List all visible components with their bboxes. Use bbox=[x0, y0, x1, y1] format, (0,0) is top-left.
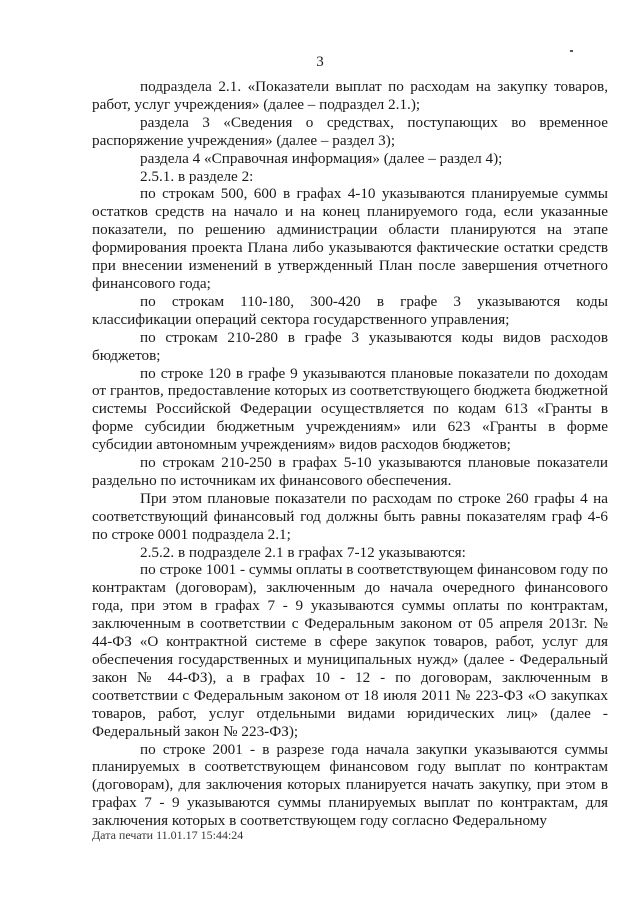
paragraph: по строке 2001 - в разрезе года начала закупки указываются суммы планируемых в соответствующем финансовом году выплат по контрактам (договорам), для заключения которых планируется начать закупку, при этом в графах 7 - 9 указываются суммы планируемых выплат по контрактам, для заключения которых в соответствующем году согласно Федеральному bbox=[92, 740, 608, 830]
paragraph: по строке 1001 - суммы оплаты в соответствующем финансовом году по контрактам (договорам), заключенным до начала очередного финансового года, при этом в графах 7 - 9 указываются суммы оплаты по контрактам, заключенным в соответствии с Федеральным законом от 05 апреля 2013г. № 44-ФЗ «О контрактной системе в сфере закупок товаров, работ, услуг для обеспечения государственных и муниципальных нужд» (далее - Федеральный закон № 44-ФЗ), а в графах 10 - 12 - по договорам, заключенным в соответствии с Федеральным законом от 18 июля 2011 № 223-ФЗ «О закупках товаров, работ, услуг отдельными видами юридических лиц» (далее - Федеральный закон № 223-ФЗ); bbox=[92, 561, 608, 740]
paragraph: по строкам 110-180, 300-420 в графе 3 указываются коды классификации операций сектора государственного управления; bbox=[92, 292, 608, 328]
paragraph: раздела 4 «Справочная информация» (далее – раздел 4); bbox=[140, 149, 503, 167]
paragraph: раздела 3 «Сведения о средствах, поступающих во временное распоряжение учреждения» (далее – раздел 3); bbox=[92, 113, 608, 149]
paragraph: по строкам 210-250 в графах 5-10 указываются плановые показатели раздельно по источникам их финансового обеспечения. bbox=[92, 454, 608, 489]
page-number: 3 bbox=[316, 54, 324, 70]
paragraph: подраздела 2.1. «Показатели выплат по расходам на закупку товаров, работ, услуг учреждения» (далее – подраздел 2.1.); bbox=[92, 78, 608, 113]
paragraph: по строке 120 в графе 9 указываются плановые показатели по доходам от грантов, предоставление которых из соответствующего бюджета бюджетной системы Российской Федерации осуществляется по кодам 613 «Гранты в форме субсидии бюджетным учреждениям» или 623 «Гранты в форме субсидии автономным учреждениям» видов расходов бюджетов; bbox=[92, 364, 608, 454]
document-body bbox=[92, 78, 608, 830]
scan-speck bbox=[570, 50, 573, 52]
paragraph: по строкам 210-280 в графе 3 указываются коды видов расходов бюджетов; bbox=[92, 328, 608, 364]
paragraph: 2.5.2. в подразделе 2.1 в графах 7-12 указываются: bbox=[140, 543, 466, 561]
paragraph: 2.5.1. в разделе 2: bbox=[140, 167, 254, 185]
paragraph: При этом плановые показатели по расходам по строке 260 графы 4 на соответствующий финансовый год должны быть равны показателям граф 4-6 по строке 0001 подраздела 2.1; bbox=[92, 489, 608, 543]
print-date-footer: Дата печати 11.01.17 15:44:24 bbox=[92, 828, 244, 842]
paragraph: по строкам 500, 600 в графах 4-10 указываются планируемые суммы остатков средств на начало и на конец планируемого года, если указанные показатели, по решению администрации области планируются на этапе формирования проекта Плана либо указываются фактические остатки средств при внесении изменений в утвержденный План после завершения отчетного финансового года; bbox=[92, 185, 608, 292]
